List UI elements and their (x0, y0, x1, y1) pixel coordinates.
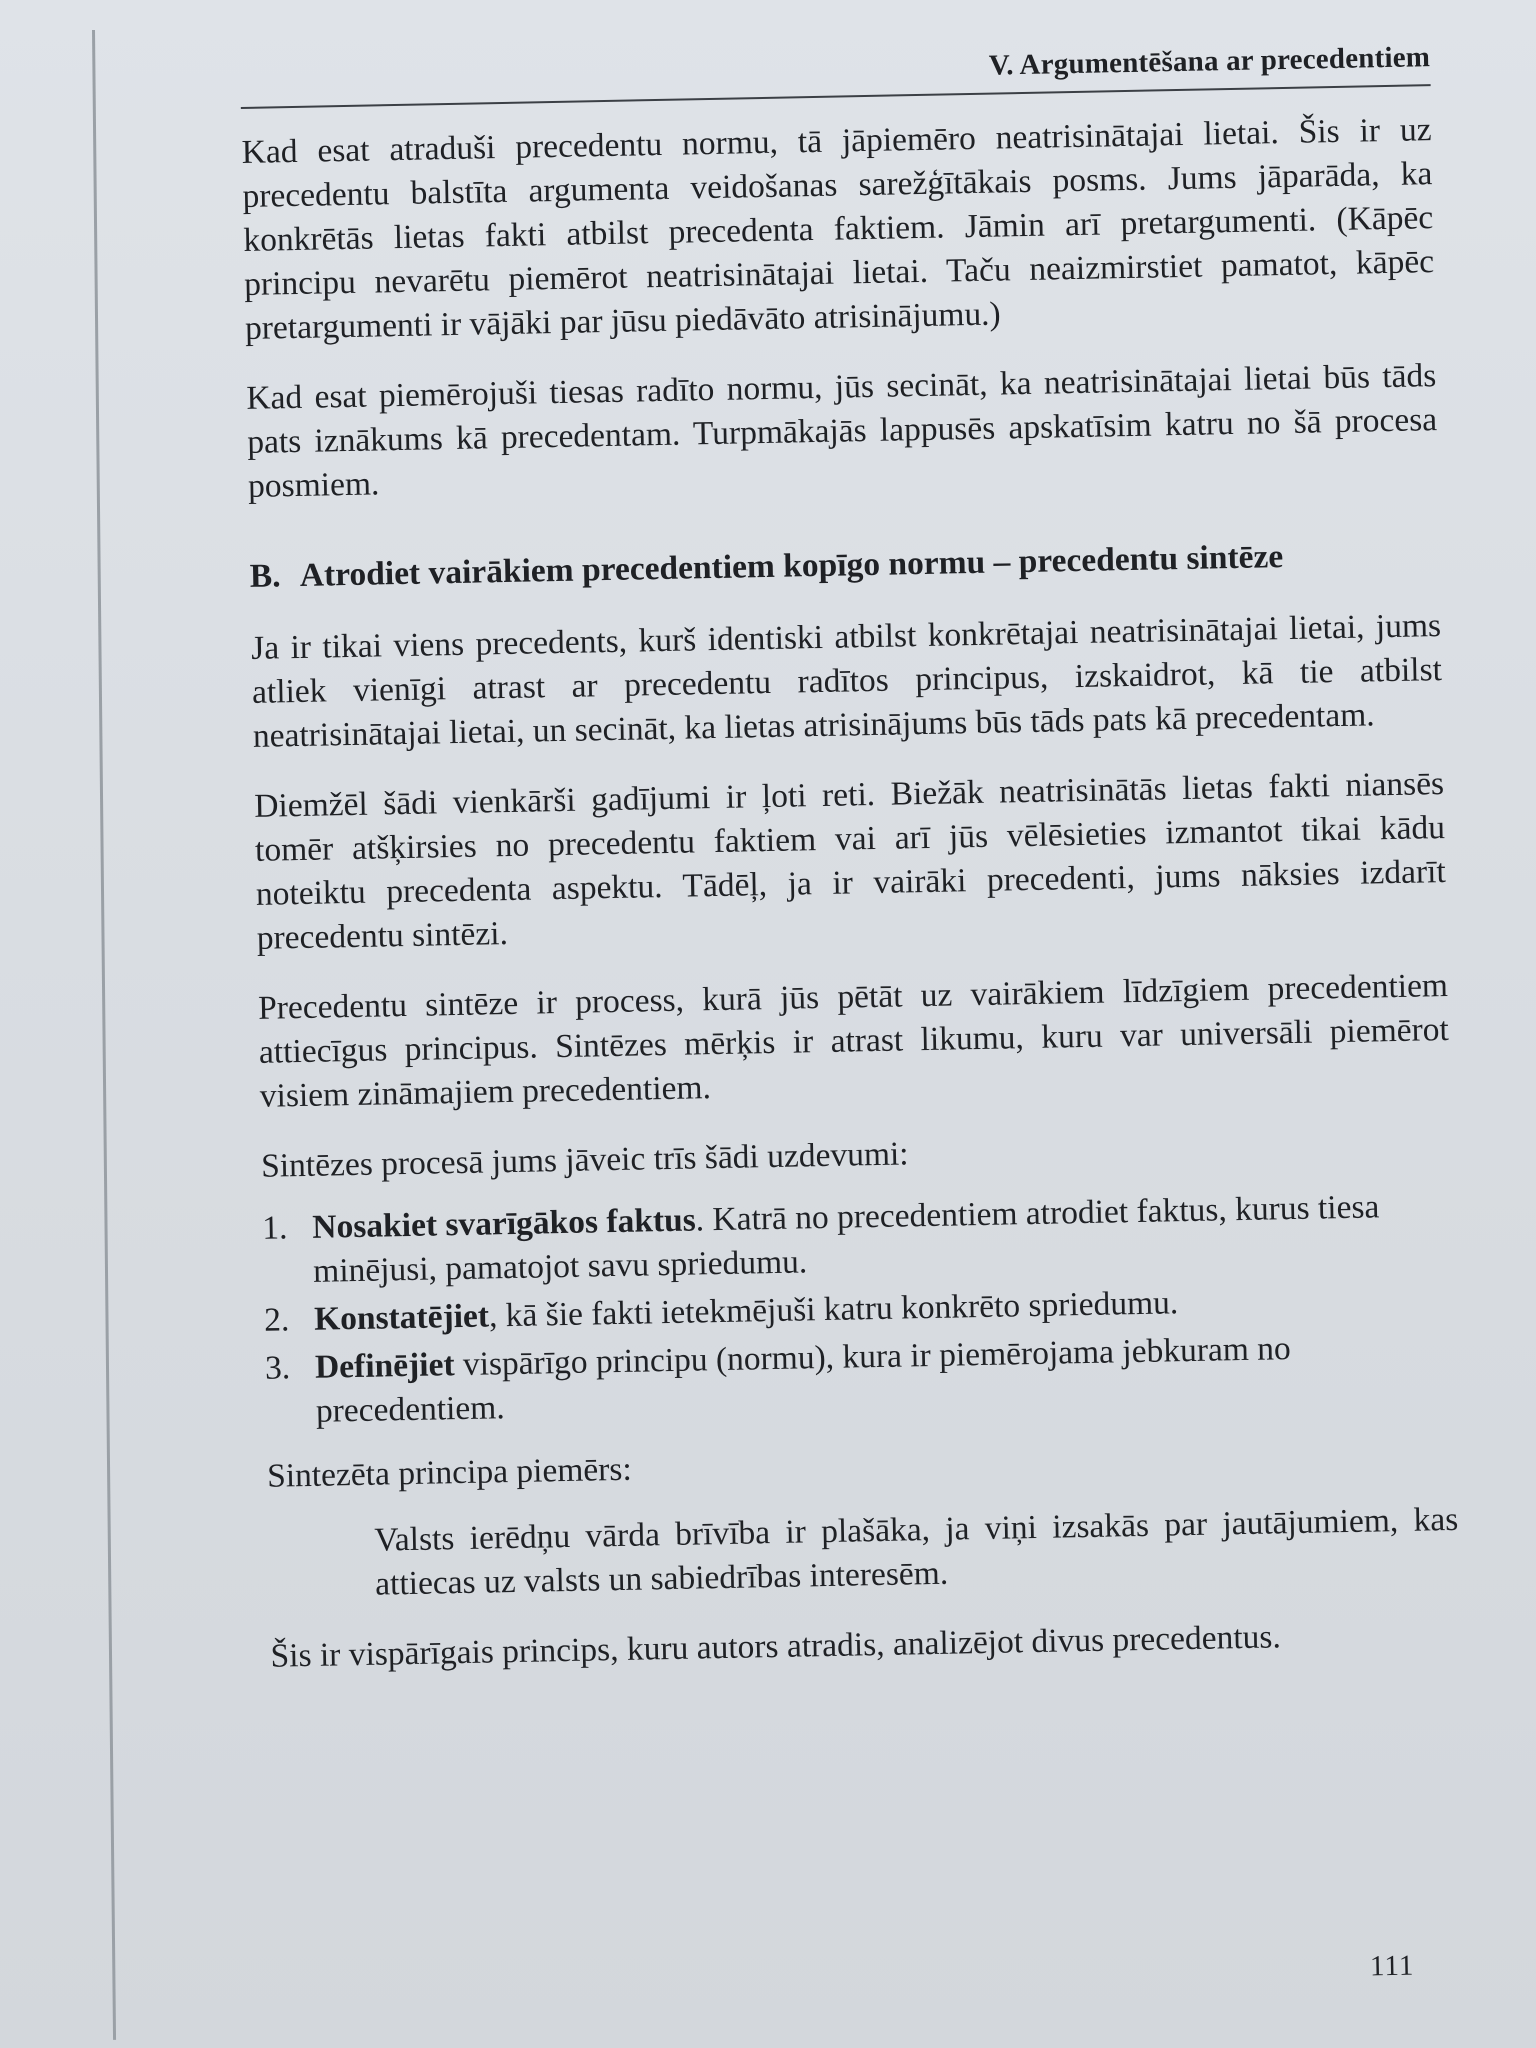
list-item-lead: Nosakiet svarīgākos faktus (311, 1201, 697, 1246)
section-heading (249, 530, 1440, 601)
list-item-lead: Definējiet (314, 1346, 455, 1386)
steps-list (262, 1184, 1456, 1435)
paragraph-section-4: Sintēzes procesā jums jāveic trīs šādi uzdevumi: (260, 1135, 909, 1185)
list-item-rest: vispārīgo principu (normu), kura ir piemērojama jebkuram no precedentiem. (315, 1330, 1292, 1430)
page-number: 111 (1369, 1949, 1415, 1983)
section-title: Atrodiet vairākiem precedentiem kopīgo normu – precedentu sintēze (299, 538, 1284, 594)
paragraph-intro-1: Kad esat atraduši precedentu normu, tā jāpiemēro neatrisinātajai lietai. Šis ir uz precedentu balstīta argumenta veidošanas sarežģītākais posms. Jums jāparāda, ka konkrētās lietas fakti atbilst precedenta faktiem. Jāmin arī pretargumenti. (Kāpēc principu nevarētu piemērot neatrisinātajai lietai. Taču neaizmirstiet pamatot, kāpēc pretargumenti ir vājāki par jūsu piedāvāto atrisinājumu.) (241, 111, 1435, 347)
paragraph-section-3: Precedentu sintēze ir process, kurā jūs pētāt uz vairākiem līdzīgiem precedentiem attiecīgus principus. Sintēzes mērķis ir atrast likumu, kuru var universāli piemērot visiem zināmajiem precedentiem. (257, 966, 1450, 1115)
list-item (262, 1184, 1453, 1295)
example-quote: Valsts ierēdņu vārda brīvība ir plašāka, ja viņi izsakās par jautājumiem, kas attiecas uz valsts un sabiedrības interesēm. (374, 1500, 1459, 1603)
list-item-rest: . Katrā no precedentiem atrodiet faktus, kurus tiesa minējusi, pamatojot savu spriedumu. (312, 1188, 1380, 1290)
paragraph-intro-2: Kad esat piemērojuši tiesas radīto normu, jūs secināt, ka neatrisinātajai lietai būs tāds pats iznākums kā precedentam. Turpmākajās lappusēs apskatīsim katru no šā procesa posmiem. (246, 357, 1438, 505)
closing-paragraph: Šis ir vispārīgais princips, kuru autors atradis, analizējot divus precedentus. (270, 1618, 1282, 1675)
list-item-text (312, 1184, 1453, 1294)
list-item-lead: Konstatējiet (313, 1297, 490, 1338)
list-item-rest: , kā šie fakti ietekmējuši katru konkrēto spriedumu. (488, 1284, 1179, 1335)
running-header: V. Argumentēšana ar precedentiem (988, 41, 1431, 82)
paragraph-section-2: Diemžēl šādi vienkārši gadījumi ir ļoti reti. Biežāk neatrisinātās lietas fakti niansēs tomēr atšķirsies no precedentu faktiem vai arī jūs vēlēsieties izmantot tikai kādu noteiktu precedenta aspektu. Tādēļ, ja ir vairāki precedenti, jums nāksies izdarīt precedentu sintēzi. (253, 765, 1447, 957)
page-content (240, 41, 1461, 1705)
binding-gutter-line (92, 30, 116, 2040)
list-item-number: 2. (263, 1301, 290, 1339)
paragraph-section-1: Ja ir tikai viens precedents, kurš identiski atbilst konkrētajai neatrisinātajai lietai, jums atliek vienīgi atrast ar precedentu radītos principus, izskaidrot, kā tie atbilst neatrisinātajai lietai, un secināt, ka lietas atrisinājums būs tāds pats kā precedentam. (250, 607, 1443, 755)
list-item-number: 1. (262, 1209, 288, 1247)
list-item (265, 1324, 1456, 1435)
list-item-text (315, 1324, 1456, 1434)
section-letter: B. (249, 557, 281, 595)
list-item-number: 3. (264, 1349, 291, 1387)
example-label: Sintezēta principa piemērs: (266, 1450, 633, 1495)
